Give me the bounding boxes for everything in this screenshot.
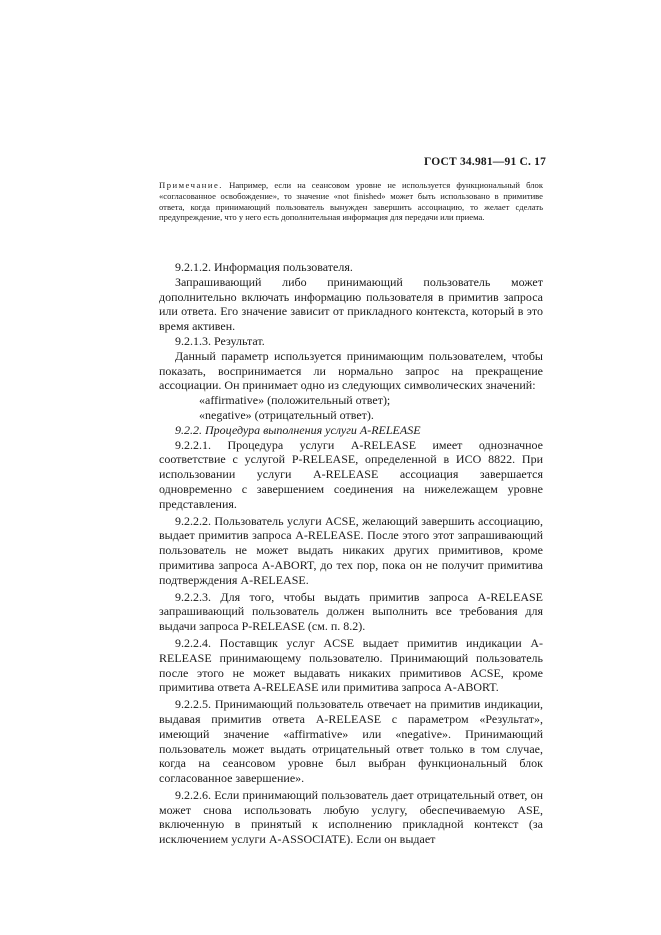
note-text: Например, если на сеансовом уровне не используется функциональный блок «согласованное освобождение», то значение «not finished» может быть использовано в примитиве ответа, когда принимающий пользователь вынужден завершить ассоциацию, то желает сделать предупреждение, что у него есть дополнительная информация для передачи или приема.: [159, 180, 543, 223]
body-text: [159, 260, 543, 847]
section-9-2-2-title: 9.2.2. Процедура выполнения услуги A-RELEASE: [175, 422, 421, 437]
running-header: ГОСТ 34.981—91 С. 17: [424, 156, 547, 168]
note-block: [159, 180, 543, 223]
value-negative: «negative» (отрицательный ответ).: [199, 407, 374, 422]
value-affirmative: «affirmative» (положительный ответ);: [199, 393, 391, 408]
section-9-2-2-4: 9.2.2.4. Поставщик услуг ACSE выдает примитив индикации A-RELEASE принимающему пользователю. Принимающий пользователь после этого не может выдавать никаких примитивов ACSE, кроме примитива ответа A-RELEASE или примитива запроса A-ABORT.: [159, 635, 543, 695]
section-9-2-1-2-title: 9.2.1.2. Информация пользователя.: [175, 260, 353, 274]
section-9-2-2-6: 9.2.2.6. Если принимающий пользователь дает отрицательный ответ, он может снова использовать любую услугу, обеспечиваемую ASE, включенную в принятый к исполнению прикладной контекст (за исключением услуги A-ASSOCIATE). Если он выдает: [159, 787, 543, 847]
note-lead: Примечание.: [159, 180, 223, 190]
section-9-2-1-3-title: 9.2.1.3. Результат.: [175, 333, 265, 348]
section-9-2-1-2-text: Запрашивающий либо принимающий пользователь может дополнительно включать информацию пользователя в примитив запроса или ответа. Его значение зависит от прикладного контекста, который в это время активен.: [159, 274, 543, 334]
section-9-2-2-1: 9.2.2.1. Процедура услуги A-RELEASE имеет однозначное соответствие с услугой P-RELEASE, определенной в ИСО 8822. При использовании услуги A-RELEASE ассоциация завершается одновременно с завершением соединения на нижележащем уровне представления.: [159, 437, 543, 511]
section-9-2-1-3-text: Данный параметр используется принимающим пользователем, чтобы показать, воспринимается ли нормально запрос на прекращение ассоциации. Он принимает одно из следующих символических значений:: [159, 348, 543, 393]
section-9-2-2-2: 9.2.2.2. Пользователь услуги ACSE, желающий завершить ассоциацию, выдает примитив запроса A-RELEASE. После этого этот запрашивающий пользователь не может выдать никаких других примитивов, кроме примитива запроса A-ABORT, до тех пор, пока он не получит примитива подтверждения A-RELEASE.: [159, 513, 543, 587]
section-9-2-2-5: 9.2.2.5. Принимающий пользователь отвечает на примитив индикации, выдавая примитив ответа A-RELEASE с параметром «Результат», имеющий значение «affirmative» или «negative». Принимающий пользователь может выдать отрицательный ответ только в том случае, когда на сеансовом уровне был выбран функциональный блок согласованное завершение».: [159, 697, 543, 786]
section-9-2-2-3: 9.2.2.3. Для того, чтобы выдать примитив запроса A-RELEASE запрашивающий пользователь должен выполнить все требования для выдачи запроса P-RELEASE (см. п. 8.2).: [159, 589, 543, 634]
